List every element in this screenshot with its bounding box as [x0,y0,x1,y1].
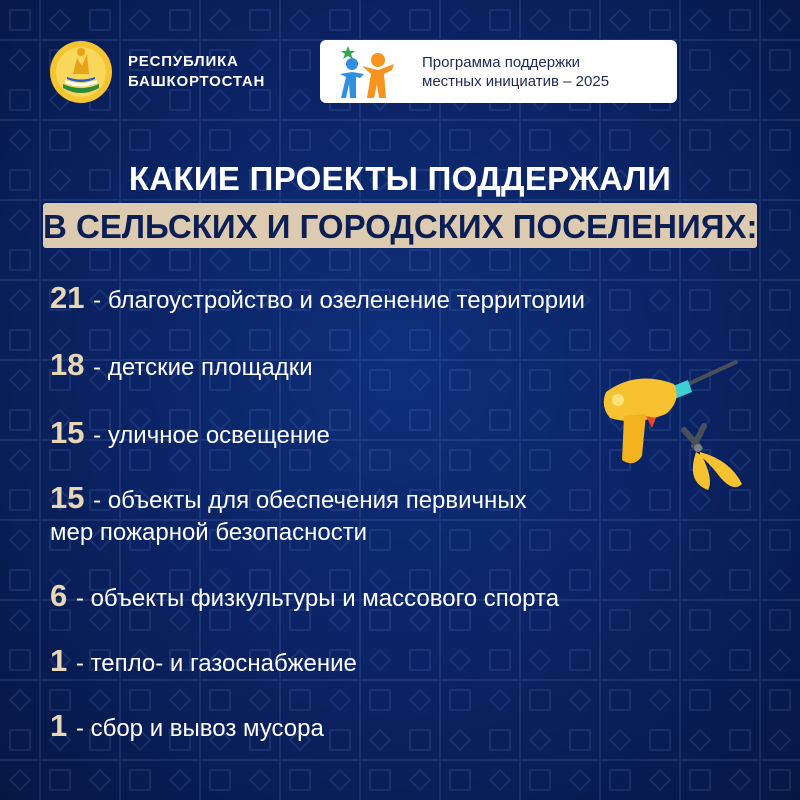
item-label: - тепло- и газоснабжение [75,650,357,677]
list-item [50,417,330,452]
headline-line-2: В СЕЛЬСКИХ И ГОРОДСКИХ ПОСЕЛЕНИЯХ: [43,208,758,245]
drill-icon [604,362,736,463]
program-line-2: местных инициатив – 2025 [422,73,610,90]
item-label: - объекты для обеспечения первичных [93,487,527,514]
item-label: - сбор и вывоз мусора [75,715,324,742]
headline-highlight [43,203,757,248]
tools-illustration [596,352,756,512]
item-count: 18 [50,347,85,382]
program-logo-icon [334,44,398,100]
program-card [320,40,677,103]
region-line-2: БАШКОРТОСТАН [128,73,266,90]
item-label: - детские площадки [93,354,313,381]
region-line-1: РЕСПУБЛИКА [128,53,239,70]
item-count: 21 [50,280,85,315]
item-label: - благоустройство и озеленение территории [93,287,585,314]
item-count: 6 [50,578,68,613]
list-item [50,645,357,680]
region-name [128,52,265,92]
list-item [50,580,559,615]
item-count: 1 [50,643,68,678]
item-label: - объекты физкультуры и массового спорта [75,585,560,612]
pliers-icon [684,426,742,490]
item-count: 1 [50,708,68,743]
bashkortostan-emblem-icon [49,40,113,104]
item-count: 15 [50,480,85,515]
list-item [50,482,527,549]
headline-line-1: КАКИЕ ПРОЕКТЫ ПОДДЕРЖАЛИ [128,160,672,197]
list-item [50,282,585,317]
item-label-continued: мер пожарной безопасности [50,519,368,546]
program-line-1: Программа поддержки [422,54,581,71]
program-title [422,53,609,91]
item-count: 15 [50,415,85,450]
list-item [50,710,324,745]
list-item [50,349,313,384]
item-label: - уличное освещение [93,422,330,449]
